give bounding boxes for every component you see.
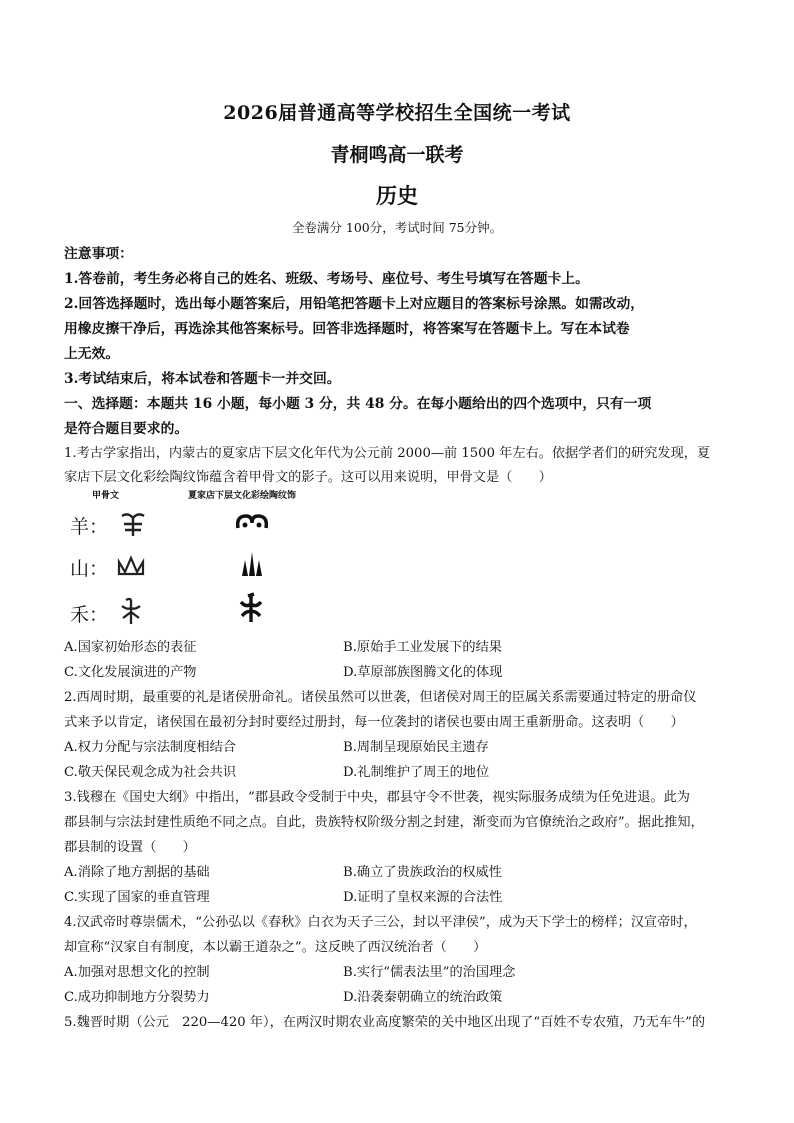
q1-option-c: C.文化发展演进的产物	[64, 665, 197, 680]
section-heading-line-1: 一、选择题：本题共 16 小题，每小题 3 分，共 48 分。在每小题给出的四个选项中，只有一项	[64, 396, 652, 412]
q3-stem-line-2: 郡县制与宗法封建性质绝不同之点。自此，贵族特权阶级分割之封建，渐变而为官僚统治之政府”。据此推知，	[64, 815, 704, 830]
q3-option-a: A.消除了地方割据的基础	[64, 865, 210, 880]
exam-subject: 历史	[376, 183, 418, 208]
q1-option-d: D.草原部族图腾文化的体现	[343, 665, 503, 680]
notice-heading: 注意事项：	[64, 246, 133, 262]
q2-option-a: A.权力分配与宗法制度相结合	[64, 740, 236, 755]
figure-header-oracle: 甲骨文	[92, 491, 120, 501]
notice-item-3: 3.考试结束后，将本试卷和答题卡一并交回。	[64, 371, 341, 387]
pottery-grain-motif-icon	[236, 592, 266, 624]
q4-option-c: C.成功抑制地方分裂势力	[64, 990, 210, 1005]
q2-option-d: D.礼制维护了周王的地位	[343, 765, 490, 780]
exam-subtitle: 青桐鸣高一联考	[330, 144, 464, 166]
notice-item-2-line-3: 上无效。	[64, 346, 120, 362]
oracle-sheep-glyph-icon	[116, 510, 150, 538]
q3-stem-line-3: 郡县制的设置（ ）	[64, 840, 196, 855]
section-heading-line-2: 是符合题目要求的。	[64, 421, 189, 437]
q4-option-a: A.加强对思想文化的控制	[64, 965, 210, 980]
q4-stem-line-1: 4.汉武帝时尊崇儒术，“公孙弘以《春秋》白衣为天子三公，封以平津侯”，成为天下学士的榜样；汉宣帝时，	[64, 915, 697, 930]
oracle-grain-glyph-icon	[116, 596, 146, 626]
q2-option-c: C.敬天保民观念成为社会共识	[64, 765, 237, 780]
q1-option-a: A.国家初始形态的表征	[64, 640, 197, 655]
q2-stem-line-2: 式来予以肯定，诸侯国在最初分封时要经过册封，每一位袭封的诸侯也要由周王重新册命。这表明（ ）	[64, 715, 684, 730]
pottery-sheep-motif-icon	[234, 512, 270, 534]
q2-stem-line-1: 2.西周时期，最重要的礼是诸侯册命礼。诸侯虽然可以世袭，但诸侯对周王的臣属关系需要通过特定的册命仪	[64, 690, 697, 705]
notice-item-2-line-2: 用橡皮擦干净后，再选涂其他答案标号。回答非选择题时，将答案写在答题卡上。写在本试卷	[64, 321, 630, 337]
exam-title: 2026届普通高等学校招生全国统一考试	[223, 102, 571, 124]
q2-option-b: B.周制呈现原始民主遗存	[343, 740, 489, 755]
q1-stem-line-1: 1.考古学家指出，内蒙古的夏家店下层文化年代为公元前 2000—前 1500 年左右。依据学者们的研究发现，夏	[64, 446, 711, 461]
figure-header-pottery: 夏家店下层文化彩绘陶纹饰	[188, 491, 297, 501]
notice-item-2-line-1: 2.回答选择题时，选出每小题答案后，用铅笔把答题卡上对应题目的答案标号涂黑。如需改动，	[64, 296, 645, 312]
figure-label-grain: 禾：	[70, 604, 109, 626]
q3-option-d: D.证明了皇权来源的合法性	[343, 890, 503, 905]
notice-item-1: 1.答卷前，考生务必将自己的姓名、班级、考场号、座位号、考生号填写在答题卡上。	[64, 271, 589, 287]
q3-option-c: C.实现了国家的垂直管理	[64, 890, 210, 905]
oracle-mountain-glyph-icon	[116, 554, 146, 578]
q4-option-b: B.实行“儒表法里”的治国理念	[343, 965, 516, 980]
q1-figure	[70, 488, 320, 628]
q3-option-b: B.确立了贵族政治的权威性	[343, 865, 502, 880]
pottery-mountain-motif-icon	[240, 550, 264, 578]
figure-label-mountain: 山：	[70, 558, 109, 580]
q1-stem-line-2: 家店下层文化彩绘陶纹饰蕴含着甲骨文的影子。这可以用来说明，甲骨文是（ ）	[64, 470, 552, 485]
q3-stem-line-1: 3.钱穆在《国史大纲》中指出，“郡县政令受制于中央，郡县守令不世袭，视实际服务成绩为任免进退。此为	[64, 790, 690, 805]
exam-meta: 全卷满分 100分，考试时间 75分钟。	[291, 220, 503, 235]
q5-stem-line-1: 5.魏晋时期（公元 220—420 年），在两汉时期农业高度繁荣的关中地区出现了“百姓不专农殖，乃无车牛”的	[64, 1015, 706, 1030]
q4-stem-line-2: 却宣称“汉家自有制度，本以霸王道杂之”。这反映了西汉统治者（ ）	[64, 940, 487, 955]
q4-option-d: D.沿袭秦朝确立的统治政策	[343, 990, 503, 1005]
figure-label-sheep: 羊：	[70, 516, 109, 538]
q1-option-b: B.原始手工业发展下的结果	[343, 640, 502, 655]
